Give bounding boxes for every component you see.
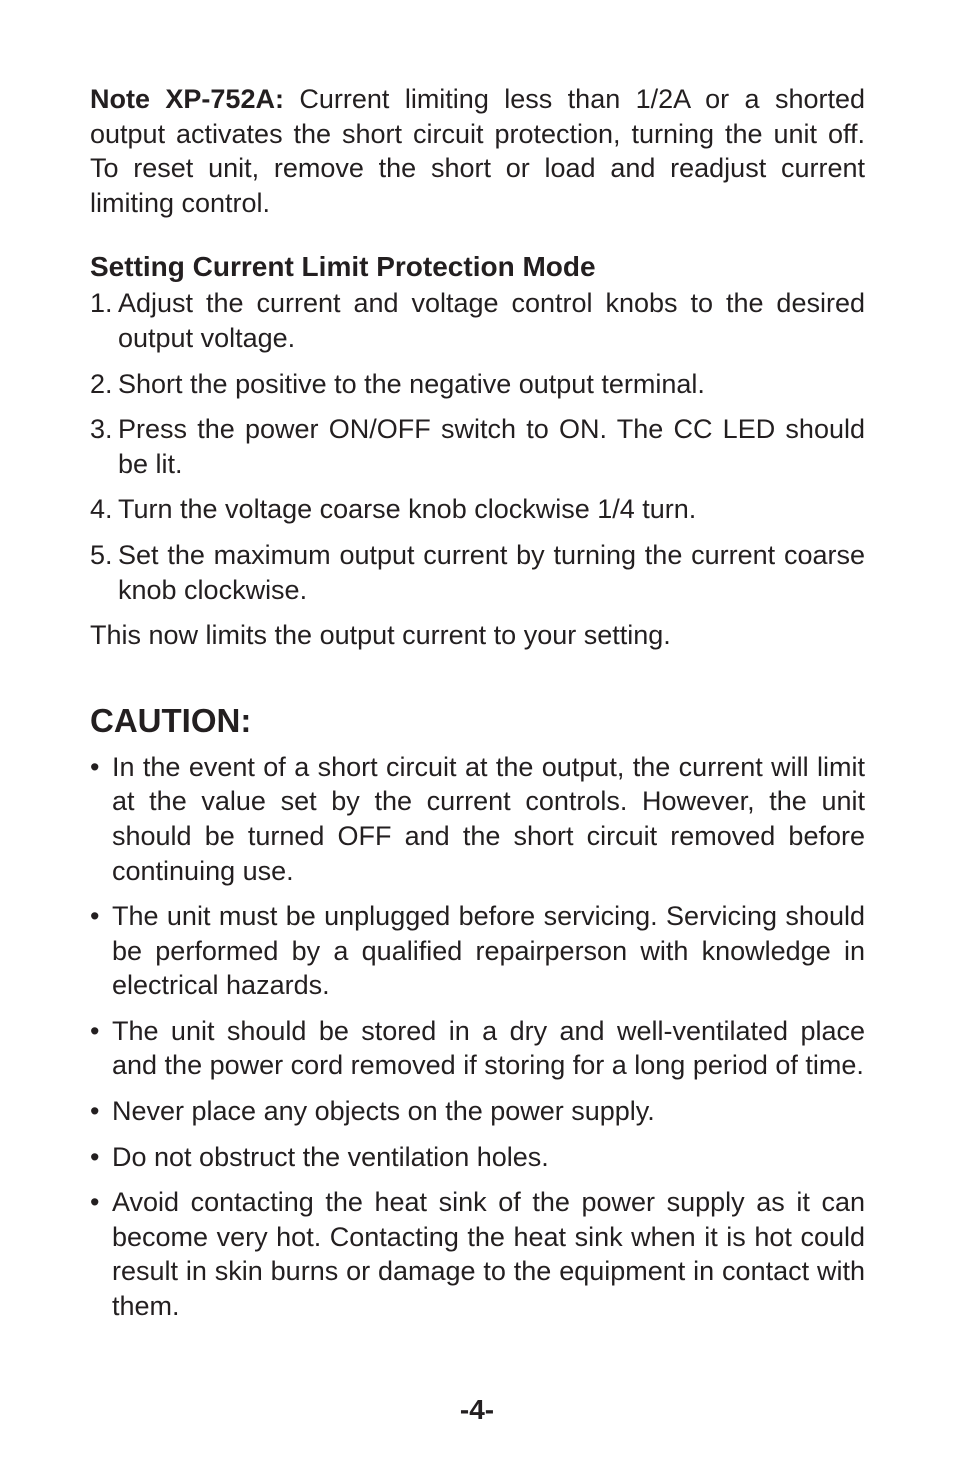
bullet-icon: • <box>90 901 100 932</box>
caution-item <box>90 1185 865 1323</box>
step-number: 1. <box>90 288 113 319</box>
steps-list <box>90 286 865 607</box>
step-text: Turn the voltage coarse knob clockwise 1/4 turn. <box>118 494 697 525</box>
bullet-icon: • <box>90 1015 100 1046</box>
summary-text: This now limits the output current to your setting. <box>90 620 671 651</box>
caution-list <box>90 750 865 1324</box>
step-item <box>90 367 865 402</box>
step-number: 5. <box>90 539 113 570</box>
document-page <box>90 82 865 1335</box>
step-text: Set the maximum output current by turning the current coarse knob clockwise. <box>118 539 865 605</box>
step-item <box>90 538 865 607</box>
step-item <box>90 286 865 355</box>
caution-text: In the event of a short circuit at the output, the current will limit at the value set by the current controls. However, the unit should be turned OFF and the short circuit removed before continuing use. <box>112 751 865 886</box>
section-heading-current-limit: Setting Current Limit Protection Mode <box>90 251 596 283</box>
step-number: 3. <box>90 414 113 445</box>
step-text: Short the positive to the negative output terminal. <box>118 368 705 399</box>
step-number: 2. <box>90 368 113 399</box>
caution-item <box>90 1140 865 1175</box>
note-text: Current limiting less than 1/2A or a shorted output activates the short circuit protection, turning the unit off. To reset unit, remove the short or load and readjust current limiting control. <box>90 84 866 218</box>
bullet-icon: • <box>90 1141 100 1172</box>
step-text: Press the power ON/OFF switch to ON. The CC LED should be lit. <box>118 414 865 479</box>
caution-heading: CAUTION: <box>90 701 252 739</box>
page-number: -4- <box>459 1394 495 1425</box>
caution-item <box>90 1094 865 1129</box>
note-label: Note XP-752A: <box>90 84 284 114</box>
caution-text: Do not obstruct the ventilation holes. <box>112 1141 549 1172</box>
step-item <box>90 412 865 481</box>
caution-item <box>90 899 865 1003</box>
bullet-icon: • <box>90 751 100 782</box>
caution-item <box>90 750 865 888</box>
bullet-icon: • <box>90 1187 100 1218</box>
step-text: Adjust the current and voltage control knobs to the desired output voltage. <box>118 288 865 353</box>
step-number: 4. <box>90 494 113 525</box>
note-paragraph <box>90 82 865 220</box>
caution-text: The unit should be stored in a dry and well-ventilated place and the power cord removed if storing for a long period of time. <box>112 1015 865 1081</box>
step-item <box>90 492 865 527</box>
caution-text: Never place any objects on the power supply. <box>112 1096 655 1127</box>
bullet-icon: • <box>90 1096 100 1127</box>
caution-text: The unit must be unplugged before servicing. Servicing should be performed by a qualified repairperson with knowledge in electrical hazards. <box>112 901 865 1001</box>
caution-text: Avoid contacting the heat sink of the power supply as it can become very hot. Contacting the heat sink when it is hot could result in skin burns or damage to the equipment in contact with them. <box>112 1187 865 1322</box>
caution-item <box>90 1014 865 1083</box>
